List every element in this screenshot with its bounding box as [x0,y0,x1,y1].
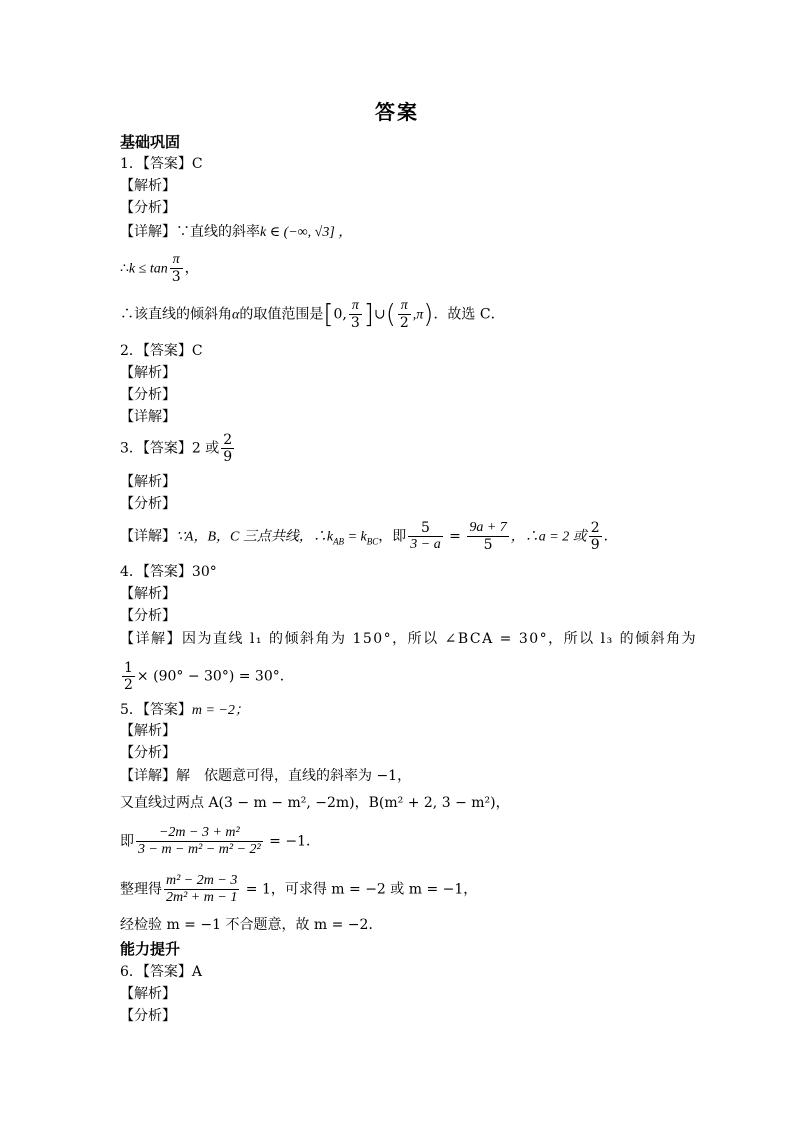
q5-d3-prefix: 即 [120,833,134,850]
q3-f1-den: 3 − a [410,537,441,552]
q5-detail-line5: 经检验 m = −1 不合题意，故 m = −2． [120,917,383,933]
q5-frac1 [136,825,263,858]
q5-detail-line4 [120,873,477,906]
q1-d3-text-b: 的取值范围是 [239,306,324,323]
q5-f2-num: m² − 2m − 3 [166,873,238,888]
q4-frac-den: 2 [124,677,133,693]
detail-label: 【详解】 [120,528,176,545]
q1-d1-math: k ∈ (−∞, √3] ， [260,225,353,240]
q5-num: 5． [120,702,143,718]
q5-detail-line3 [120,825,320,858]
q4-fenxi: 【分析】 [120,608,176,624]
q1-pi: ,π [412,307,424,323]
q1-frac2-den: 2 [399,315,409,331]
q1-detail-line1 [120,222,352,243]
q4-frac [122,660,135,693]
detail-label: 【详解】 [120,224,176,240]
section-advanced: 能力提升 [120,940,181,958]
q4-answer [120,562,217,582]
q5-d-line1: 解 依题意可得，直线的斜率为 −1， [176,768,412,784]
answer-label: 【答案】 [142,156,192,172]
q3-f2-num: 9a + 7 [469,520,507,535]
q5-f2-den: 2m² + m − 1 [166,890,238,905]
answer-label: 【答案】 [142,440,192,457]
q6-analysis: 【解析】 [120,986,176,1002]
q1-answer-value: C [191,156,203,172]
q4-analysis: 【解析】 [120,586,176,602]
q3-frac1 [408,520,442,553]
q3-analysis: 【解析】 [120,474,176,490]
q1-d3-frac1 [349,298,362,331]
q6-answer-value: A [191,964,203,980]
q1-d2-math: k ≤ tan [128,261,168,277]
q4-frac-num: 1 [124,660,133,676]
q1-d1-text: ∵直线的斜率 [176,224,260,240]
q5-d3-end: = −1． [264,833,320,850]
q1-zero: 0, [333,306,347,323]
right-paren-icon: ) [423,299,434,330]
q3-detail [120,520,618,553]
right-bracket-icon: ] [363,299,374,330]
q5-fenxi: 【分析】 [120,745,176,761]
q4-detail-line2 [120,660,294,693]
q4-d-line2: × (90° − 30°) = 30°． [136,668,294,685]
q3-answer-fraction [221,432,234,465]
left-bracket-icon: [ [323,299,334,330]
q1-fenxi: 【分析】 [120,200,176,216]
q3-ans-frac-den: 9 [223,449,233,465]
section-basic: 基础巩固 [120,133,181,151]
q4-detail-line1 [120,629,697,649]
q1-answer [120,154,203,174]
q3-d-eq2: = [444,528,466,545]
union-symbol: ∪ [373,306,386,323]
q2-fenxi: 【分析】 [120,387,176,403]
detail-label: 【详解】 [120,631,182,647]
q3-answer [120,432,236,465]
q3-d-text-b: ，即 [378,528,407,545]
q1-detail-line3 [120,298,505,331]
q3-f3-den: 9 [590,537,600,553]
q1-d3-text-a: ∴该直线的倾斜角 [120,306,232,323]
q3-num: 3． [120,440,143,457]
q1-d2-frac-num: π [172,252,180,267]
q3-sub-bc: BC [366,536,379,547]
q3-answer-a: 2 或 [191,440,220,457]
q5-answer-value: m = −2； [191,703,249,718]
q1-frac1-num: π [351,298,359,313]
q4-d-line1: 因为直线 l₁ 的倾斜角为 150°，所以 ∠BCA = 30°，所以 l₃ 的倾斜角为 [182,631,698,647]
q2-analysis: 【解析】 [120,365,176,381]
answer-label: 【答案】 [142,964,192,980]
q3-ans-frac-num: 2 [223,432,233,448]
q5-f1-den: 3 − m − m² − m² − 2² [138,842,261,857]
q2-detail: 【详解】 [120,409,176,425]
q1-d2-fraction [170,252,183,285]
q5-f1-num: −2m − 3 + m² [158,825,240,840]
q2-answer [120,341,203,361]
q5-detail-line2: 又直线过两点 A(3 − m − m², −2m)，B(m² + 2, 3 − m²)， [120,795,510,811]
q3-f3-num: 2 [590,520,600,536]
answer-label: 【答案】 [142,343,192,359]
q1-d2-prefix: ∴ [120,260,129,277]
q3-fenxi: 【分析】 [120,496,176,512]
q2-answer-value: C [191,343,203,359]
q3-f2-den: 5 [467,536,508,553]
q1-frac1-den: 3 [350,315,360,331]
q6-fenxi: 【分析】 [120,1008,176,1024]
q4-num: 4． [120,564,143,580]
q3-d-text-c: ，∴a = 2 或 [510,529,587,545]
q6-answer [120,962,202,982]
q3-frac3 [589,520,602,553]
detail-label: 【详解】 [120,768,176,784]
left-paren-icon: ( [385,299,396,330]
q1-alpha: α [232,307,240,323]
q3-d-text-a: ∵A，B，C 三点共线，∴k [176,529,334,545]
q3-f1-num: 5 [421,520,430,536]
answer-label: 【答案】 [142,564,192,580]
q5-d4-prefix: 整理得 [120,881,162,898]
q1-d2-frac-den: 3 [171,269,181,285]
q6-num: 6． [120,964,143,980]
q1-d3-frac2 [398,298,411,331]
q1-analysis: 【解析】 [120,178,176,194]
q3-sub-ab: AB [333,536,345,547]
q5-frac2 [164,873,239,906]
q2-num: 2． [120,343,143,359]
q3-d-eq: = k [344,529,367,545]
q5-d4-end: = 1，可求得 m = −2 或 m = −1， [241,881,478,898]
q3-frac2 [467,520,508,553]
q1-detail-line2: ∴k ≤ tan $\frac{\pi}{3}$ ， [120,252,199,285]
q5-answer [120,700,249,721]
q3-d-end: ． [603,528,618,545]
page-title: 答案 [375,100,419,124]
q1-num: 1． [120,156,143,172]
q5-detail-line1 [120,766,411,786]
answer-label: 【答案】 [142,702,192,718]
q5-analysis: 【解析】 [120,723,176,739]
q1-frac2-num: π [400,298,408,313]
q1-d3-end: ．故选 C． [433,306,505,323]
q4-answer-value: 30° [191,564,217,580]
